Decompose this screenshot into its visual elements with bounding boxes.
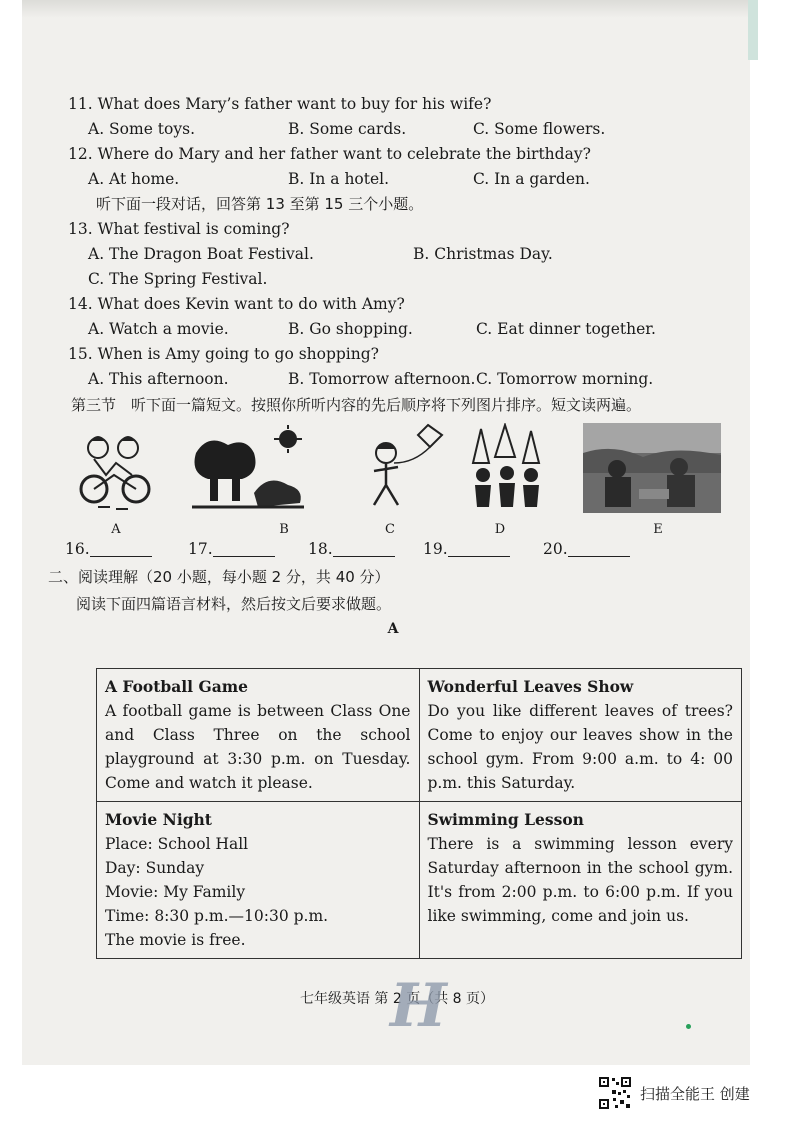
answer-blanks <box>65 537 738 565</box>
ad-football-body: A football game is between Class One and Class Three on the school playground at 3:30 p.m. on Tuesday. Come and watch it please. <box>105 702 411 792</box>
ad-movie-place: Place: School Hall <box>105 835 249 853</box>
option-11-a: A. Some toys. <box>88 120 195 138</box>
ad-movie-film: Movie: My Family <box>105 883 246 901</box>
sheet-top-shadow <box>22 0 750 18</box>
option-13-c: C. The Spring Festival. <box>88 270 268 288</box>
picture-a-cycling <box>76 423 156 513</box>
blank-18[interactable] <box>308 537 395 562</box>
option-13-a: A. The Dragon Boat Festival. <box>88 245 314 263</box>
blank-17[interactable] <box>188 537 275 562</box>
ad-movie-free: The movie is free. <box>105 931 246 949</box>
question-13: 13. What festival is coming? <box>68 220 290 238</box>
listening-section <box>48 92 738 637</box>
option-14-b: B. Go shopping. <box>288 320 413 338</box>
question-15: 15. When is Amy going to go shopping? <box>68 345 379 363</box>
question-14: 14. What does Kevin want to do with Amy? <box>68 295 405 313</box>
picture-a-label: A <box>111 522 121 537</box>
option-15-b: B. Tomorrow afternoon. <box>288 370 476 388</box>
passage-label: A <box>387 621 399 637</box>
option-15-c: C. Tomorrow morning. <box>476 370 654 388</box>
instruction-13-15: 听下面一段对话，回答第 13 至第 15 三个小题。 <box>96 195 424 213</box>
ad-leaves-body: Do you like different leaves of trees? Come to enjoy our leaves show in the school gym. From 9:00 a.m. to 4: 00 p.m. this Saturday. <box>427 702 733 792</box>
question-15-options <box>68 367 738 392</box>
picture-d-label: D <box>494 522 506 537</box>
blank-20[interactable] <box>543 537 630 562</box>
option-12-a: A. At home. <box>88 170 180 188</box>
option-13-b: B. Christmas Day. <box>413 245 553 263</box>
picture-row <box>68 423 738 537</box>
green-dot <box>686 1024 691 1029</box>
blank-17-number: 17. <box>188 540 213 558</box>
picture-b-park <box>188 423 308 515</box>
page-footer: 七年级英语 第 2 页（共 8 页） <box>299 991 495 1007</box>
section-3-instruction: 第三节 听下面一篇短文。按照你所听内容的先后顺序将下列图片排序。短文读两遍。 <box>71 396 642 414</box>
ad-swimming <box>419 802 742 959</box>
question-12-options <box>68 167 738 192</box>
option-15-a: A. This afternoon. <box>88 370 229 388</box>
question-11: 11. What does Mary’s father want to buy for his wife? <box>68 95 492 113</box>
part-2-instruction: 阅读下面四篇语言材料，然后按文后要求做题。 <box>76 595 392 613</box>
ad-leaves <box>419 669 742 802</box>
option-11-b: B. Some cards. <box>288 120 407 138</box>
ad-swimming-title: Swimming Lesson <box>427 810 584 829</box>
ad-movie-title: Movie Night <box>105 810 212 829</box>
option-12-c: C. In a garden. <box>473 170 590 188</box>
question-14-options <box>68 317 738 342</box>
ad-leaves-title: Wonderful Leaves Show <box>427 677 634 696</box>
question-13-options-c <box>68 267 738 292</box>
ad-movie-day: Day: Sunday <box>105 859 205 877</box>
blank-16[interactable] <box>65 537 152 562</box>
blank-18-number: 18. <box>308 540 333 558</box>
blank-16-number: 16. <box>65 540 90 558</box>
ads-table <box>96 668 742 959</box>
blank-19[interactable] <box>423 537 510 562</box>
picture-e-label: E <box>653 522 663 537</box>
scanner-watermark <box>598 1076 750 1110</box>
option-14-a: A. Watch a movie. <box>88 320 229 338</box>
ad-swimming-body: There is a swimming lesson every Saturday afternoon in the school gym. It's from 2:00 p.m. to 6:00 p.m. If you like swimming, come and join us. <box>427 835 733 925</box>
blank-20-number: 20. <box>543 540 568 558</box>
picture-e-photo <box>583 423 721 513</box>
ad-football <box>97 669 420 802</box>
question-13-options-ab <box>68 242 738 267</box>
ad-movie-time: Time: 8:30 p.m.—10:30 p.m. <box>105 907 329 925</box>
ad-movie <box>97 802 420 959</box>
picture-b-label: B <box>279 522 289 537</box>
option-14-c: C. Eat dinner together. <box>476 320 656 338</box>
picture-c-kite <box>358 423 448 515</box>
picture-c-label: C <box>385 522 395 537</box>
scanner-text: 扫描全能王 创建 <box>640 1084 750 1103</box>
ad-football-title: A Football Game <box>105 677 249 696</box>
question-11-options <box>68 117 738 142</box>
paper-type-mark: H <box>390 971 447 1041</box>
sheet-edge <box>748 0 758 60</box>
option-12-b: B. In a hotel. <box>288 170 390 188</box>
question-12: 12. Where do Mary and her father want to celebrate the birthday? <box>68 145 591 163</box>
qr-code-icon <box>598 1076 632 1110</box>
option-11-c: C. Some flowers. <box>473 120 606 138</box>
blank-19-number: 19. <box>423 540 448 558</box>
part-2-title: 二、阅读理解（20 小题，每小题 2 分，共 40 分） <box>48 568 390 586</box>
picture-d-trees <box>463 423 553 515</box>
